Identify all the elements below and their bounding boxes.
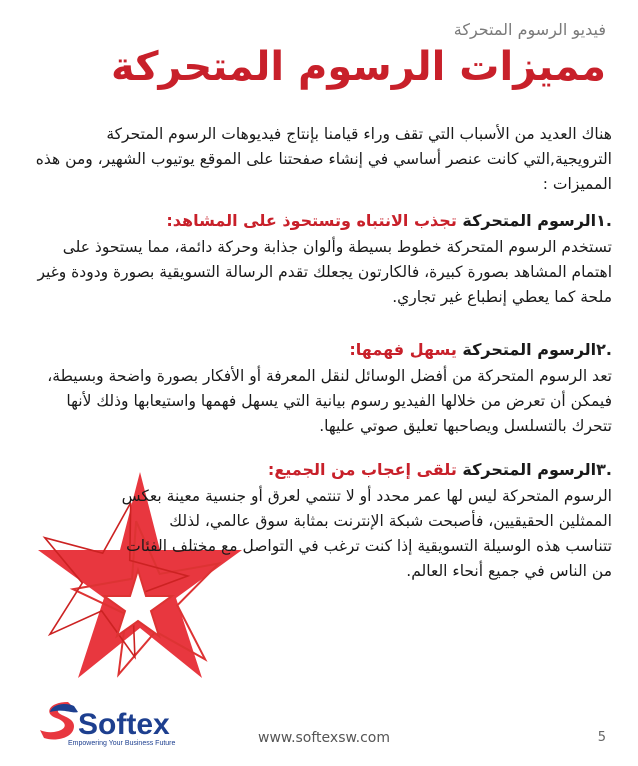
section-2-lead: الرسوم المتحركة bbox=[462, 340, 597, 359]
softex-logo bbox=[38, 696, 193, 748]
section-2-highlight: يسهل فهمها: bbox=[349, 340, 457, 359]
page-number: 5 bbox=[597, 730, 606, 745]
section-1-number: .١ bbox=[596, 211, 612, 230]
logo-brand-text: Softex bbox=[78, 708, 170, 741]
section-1-heading bbox=[22, 208, 612, 233]
logo-tagline: Empowering Your Business Future bbox=[68, 740, 176, 747]
section-3-number: .٣ bbox=[596, 460, 612, 479]
section-1-body: تستخدم الرسوم المتحركة خطوط بسيطة وألوان جذابة وحركة دائمة، مما يستحوذ على اهتمام المشاهد بصورة كبيرة، فالكارتون يجعلك تقدم الرسالة التسويقية بصورة ودودة وغير ملحة كما يعطي إنطباع غير تجاري. bbox=[37, 238, 612, 306]
section-1 bbox=[22, 208, 612, 310]
section-3-heading bbox=[120, 457, 612, 482]
softex-logo-mark bbox=[38, 696, 193, 748]
intro-text: هناك العديد من الأسباب التي تقف وراء قيامنا بإنتاج فيديوهات الرسوم المتحركة الترويجية,التي كانت عنصر أساسي في إنشاء صفحتنا على الموقع يوتيوب الشهير، ومن هذه المميزات : bbox=[35, 125, 612, 193]
section-3-body: الرسوم المتحركة ليس لها عمر محدد أو لا تنتمي لعرق أو جنسية معينة بعكس الممثلين الحقيقيين، فأصبحت شبكة الإنترنت بمثابة سوق عالمي، لذلك تتناسب هذه الوسيلة التسويقية إذا كنت ترغب في التواصل مع مختلف الفئات من الناس في جميع أنحاء العالم. bbox=[121, 487, 612, 580]
section-2-body: تعد الرسوم المتحركة من أفضل الوسائل لنقل المعرفة أو الأفكار بصورة واضحة وبسيطة، فيمكن أن تعرض من خلالها الفيديو رسوم بيانية التي يسهل فهمها واستيعابها وذلك لأنها تتحرك بالتسلسل ويصاحبها تعليق صوتي عليها. bbox=[47, 367, 612, 435]
section-2 bbox=[22, 337, 612, 439]
section-1-highlight: تجذب الانتباه وتستحوذ على المشاهد: bbox=[166, 211, 457, 230]
section-3 bbox=[120, 457, 612, 584]
page-title: مميزات الرسوم المتحركة bbox=[111, 44, 606, 90]
section-3-lead: الرسوم المتحركة bbox=[462, 460, 597, 479]
header-subtitle: فيديو الرسوم المتحركة bbox=[453, 20, 606, 39]
section-1-lead: الرسوم المتحركة bbox=[462, 211, 597, 230]
section-2-number: .٢ bbox=[596, 340, 612, 359]
section-2-heading bbox=[22, 337, 612, 362]
section-3-highlight: تلقى إعجاب من الجميع: bbox=[267, 460, 457, 479]
intro-paragraph bbox=[24, 122, 612, 197]
footer-website-link[interactable]: www.softexsw.com bbox=[258, 730, 391, 746]
